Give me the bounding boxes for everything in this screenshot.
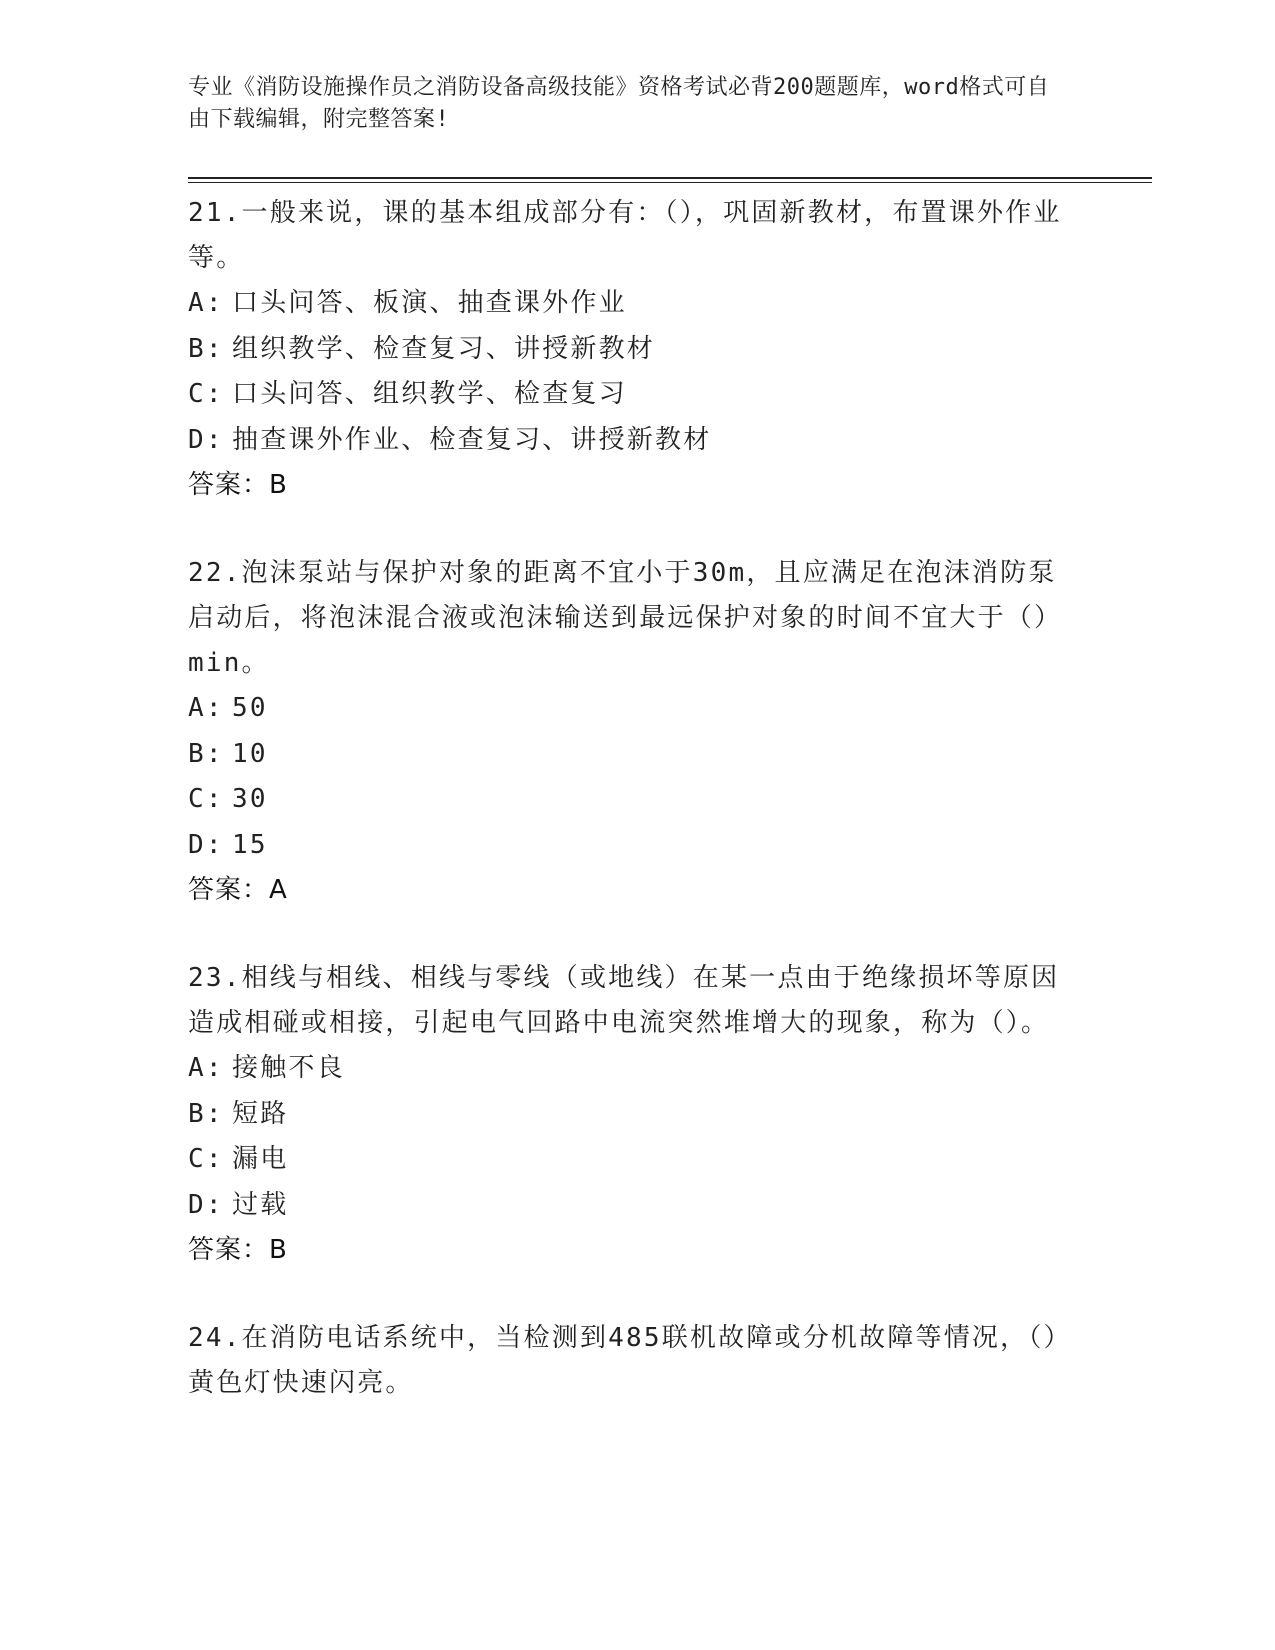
option-d [188,418,1088,464]
option-key: D: [188,829,224,860]
question-list [188,191,1088,1450]
option-a [188,281,1088,327]
option-text: 组织教学、检查复习、讲授新教材 [232,333,656,364]
answer-line: 答案：A [188,875,288,905]
option-text: 口头问答、板演、抽查课外作业 [232,288,627,318]
header-divider-thin [188,182,1152,183]
option-text: 10 [232,738,268,769]
answer-line: 答案：B [188,470,288,500]
option-text: 30 [232,784,268,814]
option-text: 15 [232,829,268,860]
question-21 [188,191,1088,507]
option-c [188,372,1088,418]
question-22 [188,551,1088,912]
option-key: C: [188,1144,224,1174]
option-text: 抽查课外作业、检查复习、讲授新教材 [232,424,712,455]
option-key: A: [188,693,224,723]
option-c [188,777,1088,823]
option-key: D: [188,424,224,455]
option-key: B: [188,738,224,769]
option-text: 漏电 [232,1144,289,1174]
option-key: A: [188,1053,224,1083]
option-text: 短路 [232,1098,289,1129]
option-key: C: [188,784,224,814]
option-b [188,327,1088,373]
option-a [188,686,1088,732]
question-stem: 23.相线与相线、相线与零线（或地线）在某一点由于绝缘损坏等原因造成相碰或相接，引起电气回路中电流突然堆增大的现象，称为（）。 [188,963,1060,1038]
option-key: B: [188,333,224,364]
option-a [188,1046,1088,1092]
question-stem: 24.在消防电话系统中，当检测到485联机故障或分机故障等情况，（）黄色灯快速闪亮。 [188,1323,1059,1398]
option-key: D: [188,1189,224,1220]
answer-line: 答案：B [188,1235,288,1265]
question-stem: 21.一般来说，课的基本组成部分有：（），巩固新教材，布置课外作业等。 [188,198,1062,273]
option-d [188,1183,1088,1229]
question-24 [188,1316,1088,1406]
option-text: 50 [232,693,268,723]
option-b [188,1092,1088,1138]
option-key: C: [188,379,224,409]
option-text: 口头问答、组织教学、检查复习 [232,379,627,409]
header-divider-thick [188,177,1152,179]
option-text: 过载 [232,1189,289,1220]
question-23 [188,956,1088,1272]
document-header: 专业《消防设施操作员之消防设备高级技能》资格考试必背200题题库，word格式可自由下载编辑，附完整答案! [188,75,1050,132]
option-b [188,732,1088,778]
option-d [188,823,1088,869]
option-c [188,1137,1088,1183]
option-key: A: [188,288,224,318]
option-text: 接触不良 [232,1053,345,1083]
option-key: B: [188,1098,224,1129]
question-stem: 22.泡沫泵站与保护对象的距离不宜小于30m，且应满足在泡沫消防泵启动后，将泡沫混合液或泡沫输送到最远保护对象的时间不宜大于（）min。 [188,558,1063,678]
